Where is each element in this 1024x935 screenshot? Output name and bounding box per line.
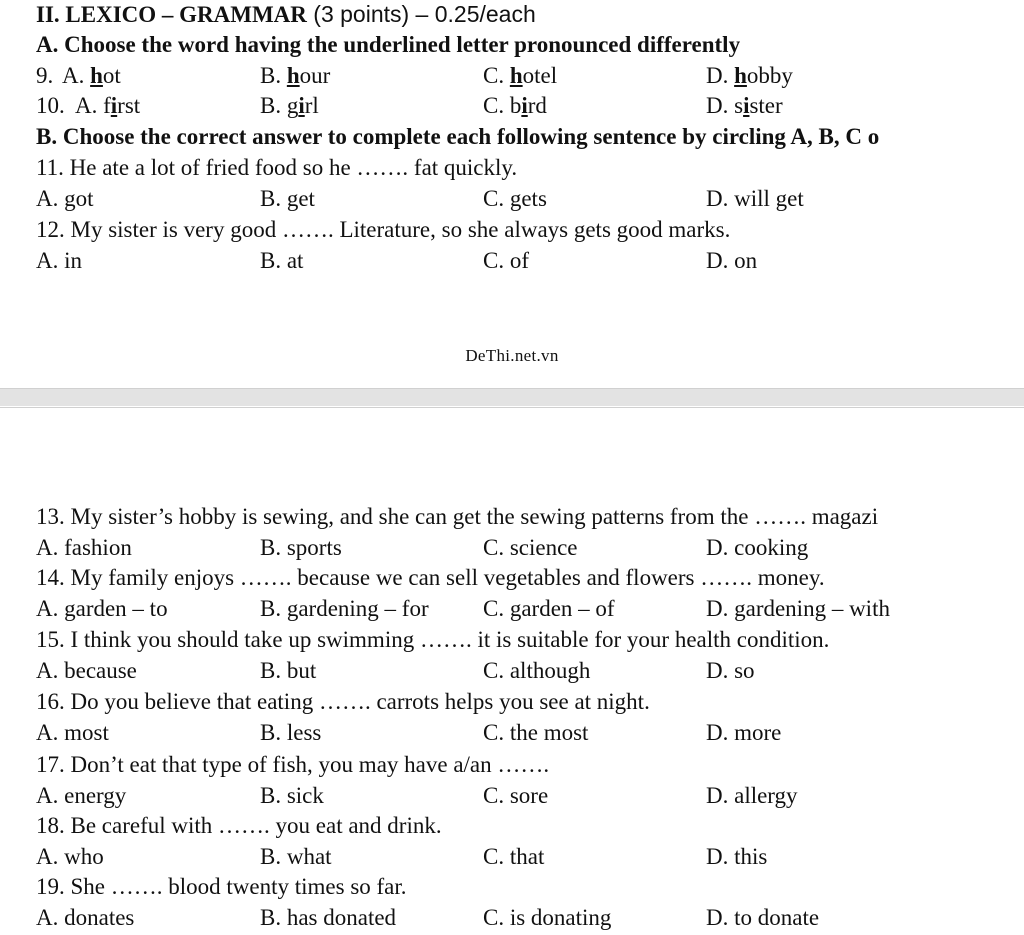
q10-option-c: C. bird [483, 93, 547, 118]
section-title-roman: II. LEXICO – GRAMMAR [36, 2, 307, 27]
q9-option-b: B. hour [260, 63, 331, 88]
q15-option-c: C. although [483, 658, 591, 683]
part-b-heading: B. Choose the correct answer to complete each following sentence by circling A, B, C o [36, 124, 880, 149]
q11-option-c: C. gets [483, 186, 547, 211]
q15-text: 15. I think you should take up swimming ……. it is suitable for your health condition. [36, 627, 830, 652]
q13-option-d: D. cooking [706, 535, 809, 560]
q10-number: 10. [36, 93, 65, 118]
q11-option-a: A. got [36, 186, 94, 211]
page-footer: DeThi.net.vn [465, 346, 559, 365]
q9-number: 9. [36, 63, 54, 88]
q11-option-d: D. will get [706, 186, 804, 211]
q14-option-b: B. gardening – for [260, 596, 429, 621]
q12-option-b: B. at [260, 248, 304, 273]
q18-text: 18. Be careful with ……. you eat and drink. [36, 813, 442, 838]
document-page-2 [0, 407, 1024, 935]
q17-option-c: C. sore [483, 783, 549, 808]
q14-option-a: A. garden – to [36, 596, 168, 621]
q18-option-c: C. that [483, 844, 545, 869]
q19-option-a: A. donates [36, 905, 135, 930]
document-page-1 [0, 0, 1024, 389]
q14-option-d: D. gardening – with [706, 596, 890, 621]
q17-option-d: D. allergy [706, 783, 798, 808]
q13-option-c: C. science [483, 535, 578, 560]
q19-option-d: D. to donate [706, 905, 820, 930]
q14-text: 14. My family enjoys ……. because we can sell vegetables and flowers ……. money. [36, 565, 825, 590]
q18-option-b: B. what [260, 844, 332, 869]
q9-option-a: A. hot [62, 63, 121, 88]
q10-option-a: A. first [75, 93, 141, 118]
q12-option-d: D. on [706, 248, 758, 273]
q16-option-c: C. the most [483, 720, 589, 745]
q16-option-a: A. most [36, 720, 109, 745]
q15-option-d: D. so [706, 658, 755, 683]
q11-option-b: B. get [260, 186, 315, 211]
q15-option-b: B. but [260, 658, 317, 683]
q9-option-c: C. hotel [483, 63, 558, 88]
q18-option-d: D. this [706, 844, 768, 869]
section-title [36, 0, 536, 29]
q10-option-b: B. girl [260, 93, 319, 118]
q12-text: 12. My sister is very good ……. Literature, so she always gets good marks. [36, 217, 731, 242]
q14-option-c: C. garden – of [483, 596, 615, 621]
q18-option-a: A. who [36, 844, 104, 869]
q15-option-a: A. because [36, 658, 137, 683]
q17-text: 17. Don’t eat that type of fish, you may have a/an ……. [36, 752, 550, 777]
q19-option-c: C. is donating [483, 905, 612, 930]
q19-option-b: B. has donated [260, 905, 397, 930]
section-title-points: (3 points) – 0.25/each [306, 1, 536, 27]
q16-option-b: B. less [260, 720, 322, 745]
q16-text: 16. Do you believe that eating ……. carrots helps you see at night. [36, 689, 650, 714]
q17-option-a: A. energy [36, 783, 127, 808]
q16-option-d: D. more [706, 720, 782, 745]
page-separator [0, 389, 1024, 406]
q13-option-b: B. sports [260, 535, 342, 560]
q11-text: 11. He ate a lot of fried food so he ……. fat quickly. [36, 155, 518, 180]
q13-option-a: A. fashion [36, 535, 132, 560]
q12-option-a: A. in [36, 248, 82, 273]
q17-option-b: B. sick [260, 783, 324, 808]
q9-option-d: D. hobby [706, 63, 793, 88]
q10-option-d: D. sister [706, 93, 783, 118]
q19-text: 19. She ……. blood twenty times so far. [36, 874, 407, 899]
q13-text: 13. My sister’s hobby is sewing, and she can get the sewing patterns from the ……. magazi [36, 504, 879, 529]
part-a-heading: A. Choose the word having the underlined letter pronounced differently [36, 32, 741, 57]
q12-option-c: C. of [483, 248, 529, 273]
